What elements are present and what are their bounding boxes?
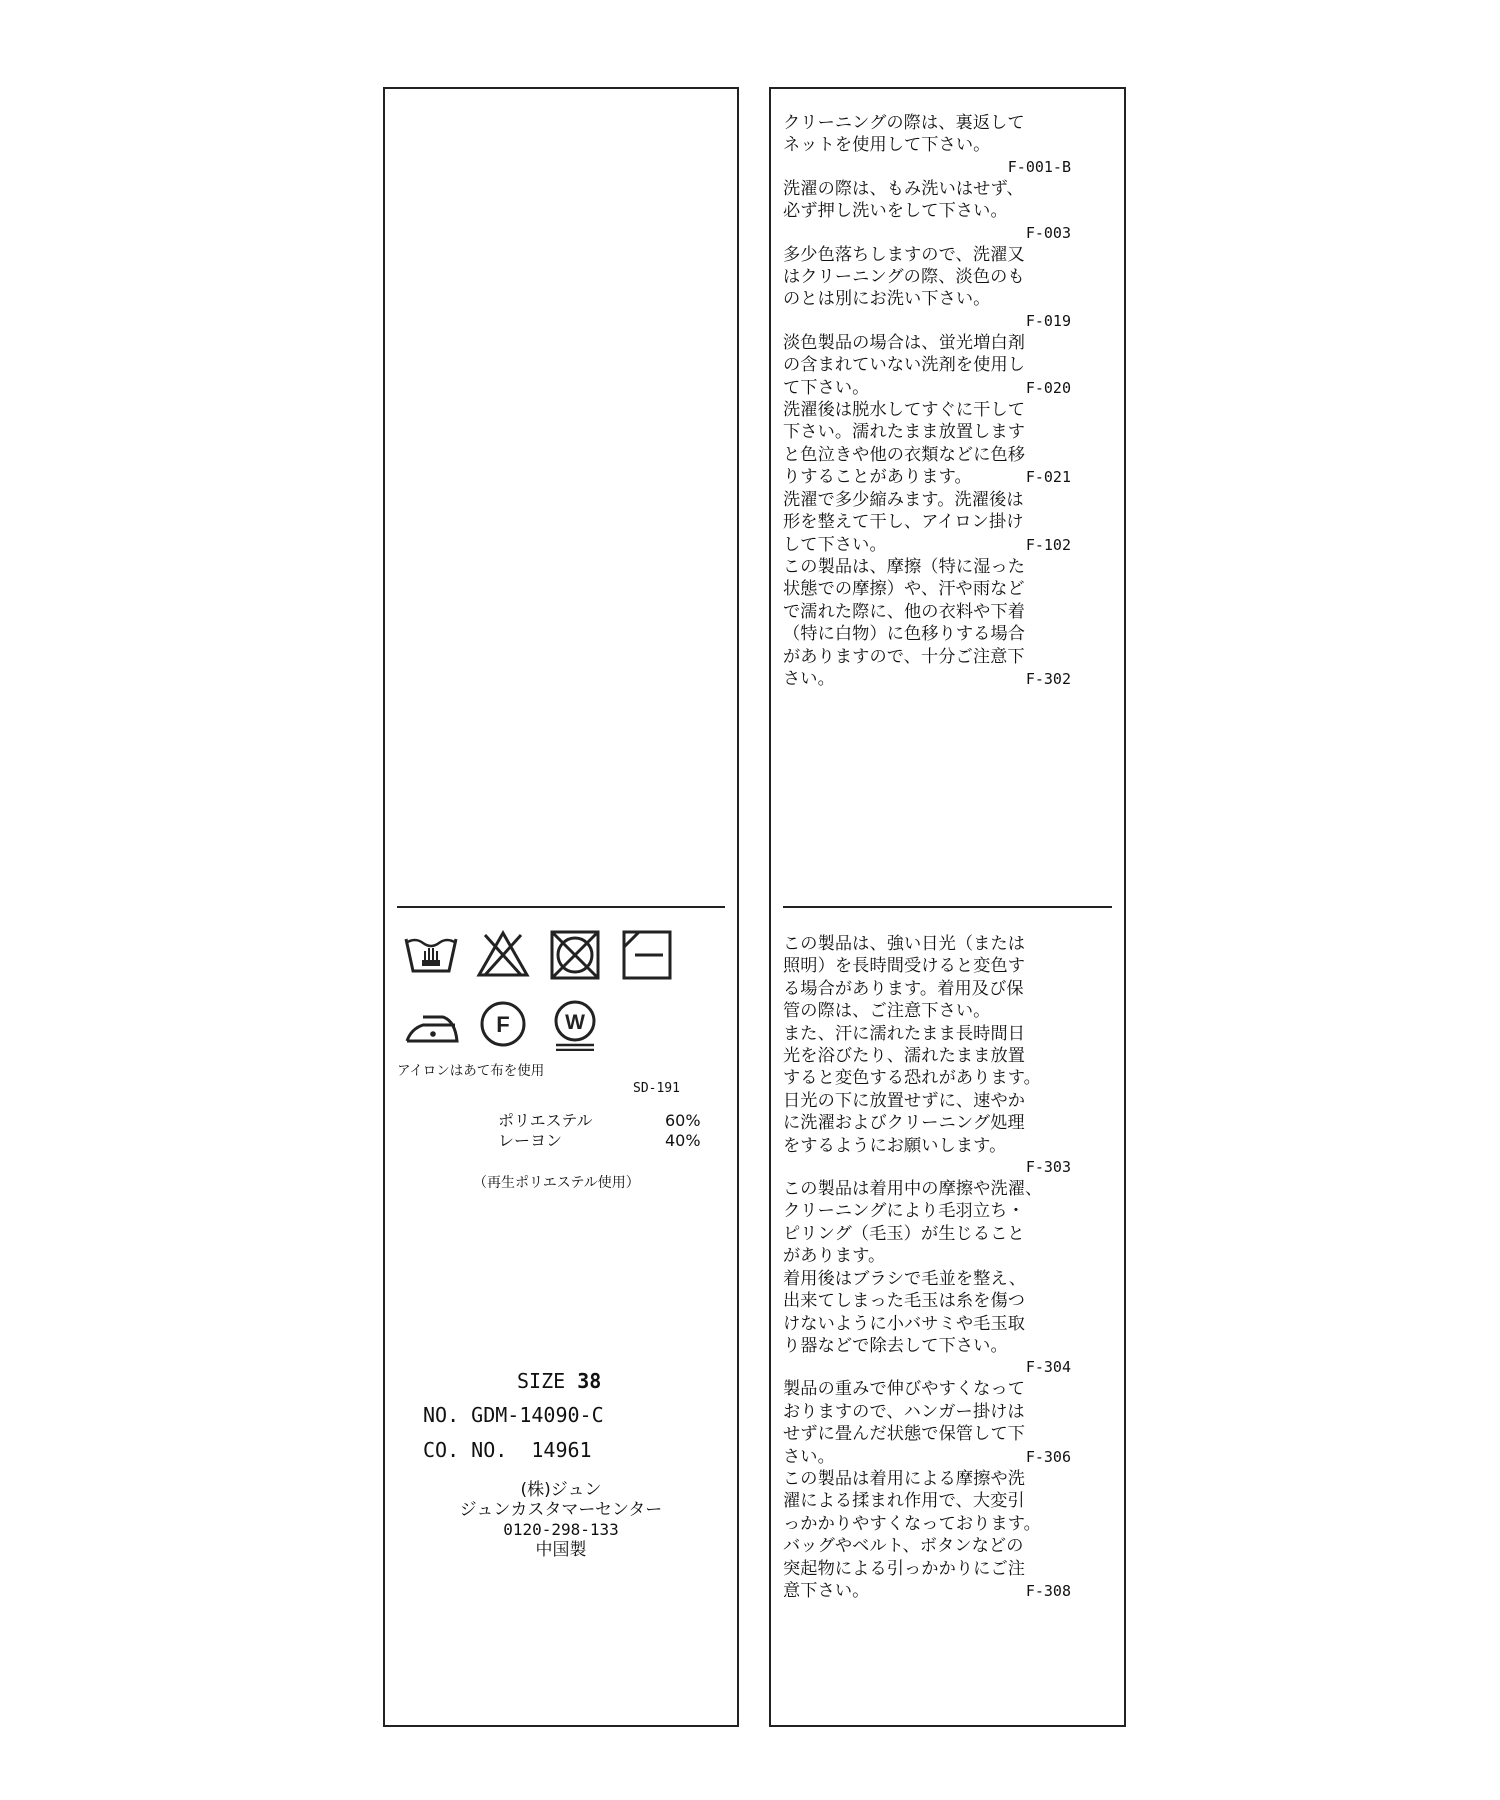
co-number: CO. NO. 14961 [423,1438,592,1462]
care-item [783,244,1071,332]
care-item [783,399,1071,489]
size-value: 38 [577,1369,602,1393]
right-care-label [769,87,1126,1727]
care-item [783,332,1071,399]
country-of-origin: 中国製 [535,1540,587,1560]
phone-number: 0120-298-133 [503,1520,619,1539]
care-text: この製品は着用中の摩擦や洗濯、 クリーニングにより毛羽立ち・ ピリング（毛玉）が生じること があります。 着用後はブラシで毛並を整え、 出来てしまった毛玉は糸を傷つ けないように小バサミや毛玉取 り器などで除去して下さい。 [783,1179,1043,1356]
care-instructions-top [783,112,1071,690]
fiber-name-1: ポリエステル [498,1111,593,1130]
size-label: SIZE [517,1369,566,1393]
size-line [517,1369,601,1393]
care-text: 淡色製品の場合は、蛍光増白剤 の含まれていない洗剤を使用し て下さい。 [783,332,1026,398]
fiber-percent-1: 60% [665,1111,701,1130]
care-item [783,1468,1071,1602]
care-text: 多少色落ちしますので、洗濯又 はクリーニングの際、淡色のも のとは別にお洗い下さい。 [783,244,1025,310]
do-not-tumble-dry-icon [547,929,603,981]
company-name: (株)ジュン [520,1480,602,1500]
dry-clean-f-icon [475,999,531,1051]
care-item [783,178,1071,244]
sd-code: SD-191 [633,1081,680,1096]
care-item [783,1378,1071,1468]
iron-low-icon [403,999,459,1051]
fiber-percent-2: 40% [665,1131,701,1150]
wet-clean-w-icon [547,999,603,1051]
do-not-bleach-icon [475,929,531,981]
wash-by-hand-icon [403,929,459,981]
care-text: 洗濯の際は、もみ洗いはせず、 必ず押し洗いをして下さい。 [783,178,1024,222]
dry-flat-shade-icon [619,929,675,981]
fiber-name-2: レーヨン [498,1131,563,1150]
care-item [783,1178,1071,1378]
care-text: この製品は、摩擦（特に湿った 状態での摩擦）や、汗や雨など で濡れた際に、他の衣料や下着 （特に白物）に色移りする場合 がありますので、十分ご注意下 さい。 [783,556,1026,689]
care-item [783,489,1071,556]
iron-note: アイロンはあて布を使用 [397,1063,545,1079]
right-label-divider [783,906,1112,908]
care-code: F-003 [1025,223,1071,242]
care-text: 洗濯後は脱水してすぐに干して 下さい。濡れたまま放置します と色泣きや他の衣類などに色移 りすることがあります。 [783,400,1026,488]
left-care-label [383,87,739,1727]
care-text: 洗濯で多少縮みます。洗濯後は 形を整えて干し、アイロン掛け して下さい。 [783,489,1024,555]
care-code: F-021 [1025,468,1071,487]
care-code: F-020 [1025,378,1071,397]
company-block [385,1480,737,1560]
care-code: F-102 [1025,535,1071,554]
care-instructions-bottom [783,933,1071,1602]
care-item [783,933,1071,1178]
care-text: クリーニングの際は、裏返して ネットを使用して下さい。 [783,113,1025,156]
care-code: F-308 [1025,1581,1071,1600]
care-text: この製品は、強い日光（または 照明）を長時間受けると変色す る場合があります。着用及び保 管の際は、ご注意下さい。 また、汗に濡れたまま長時間日 光を浴びたり、濡れたまま放置 すると変色する恐れがあります。 日光の下に放置せずに、速やか に洗濯およびクリーニング処理 をするようにお願いします。 [783,934,1041,1156]
care-code: F-019 [1025,311,1071,330]
care-item [783,556,1071,690]
care-code: F-303 [1025,1158,1071,1177]
care-code: F-304 [1025,1358,1071,1377]
svg-text:F: F [496,1012,510,1037]
customer-center: ジュンカスタマーセンター [459,1500,663,1520]
product-number: NO. GDM-14090-C [423,1403,604,1427]
care-code: F-306 [1025,1447,1071,1466]
care-text: 製品の重みで伸びやすくなって おりますので、ハンガー掛けは せずに畳んだ状態で保管して下 さい。 [783,1379,1026,1467]
care-text: この製品は着用による摩擦や洗 濯による揉まれ作用で、大変引 っかかりやすくなっております。 バッグやベルト、ボタンなどの 突起物による引っかかりにご注 意下さい。 [783,1468,1041,1601]
recycled-note: （再生ポリエステル使用） [473,1175,640,1191]
left-label-divider [397,906,725,908]
care-item [783,112,1071,178]
care-code: F-302 [1025,669,1071,688]
care-code: F-001-B [1007,157,1071,176]
svg-text:W: W [565,1011,585,1034]
